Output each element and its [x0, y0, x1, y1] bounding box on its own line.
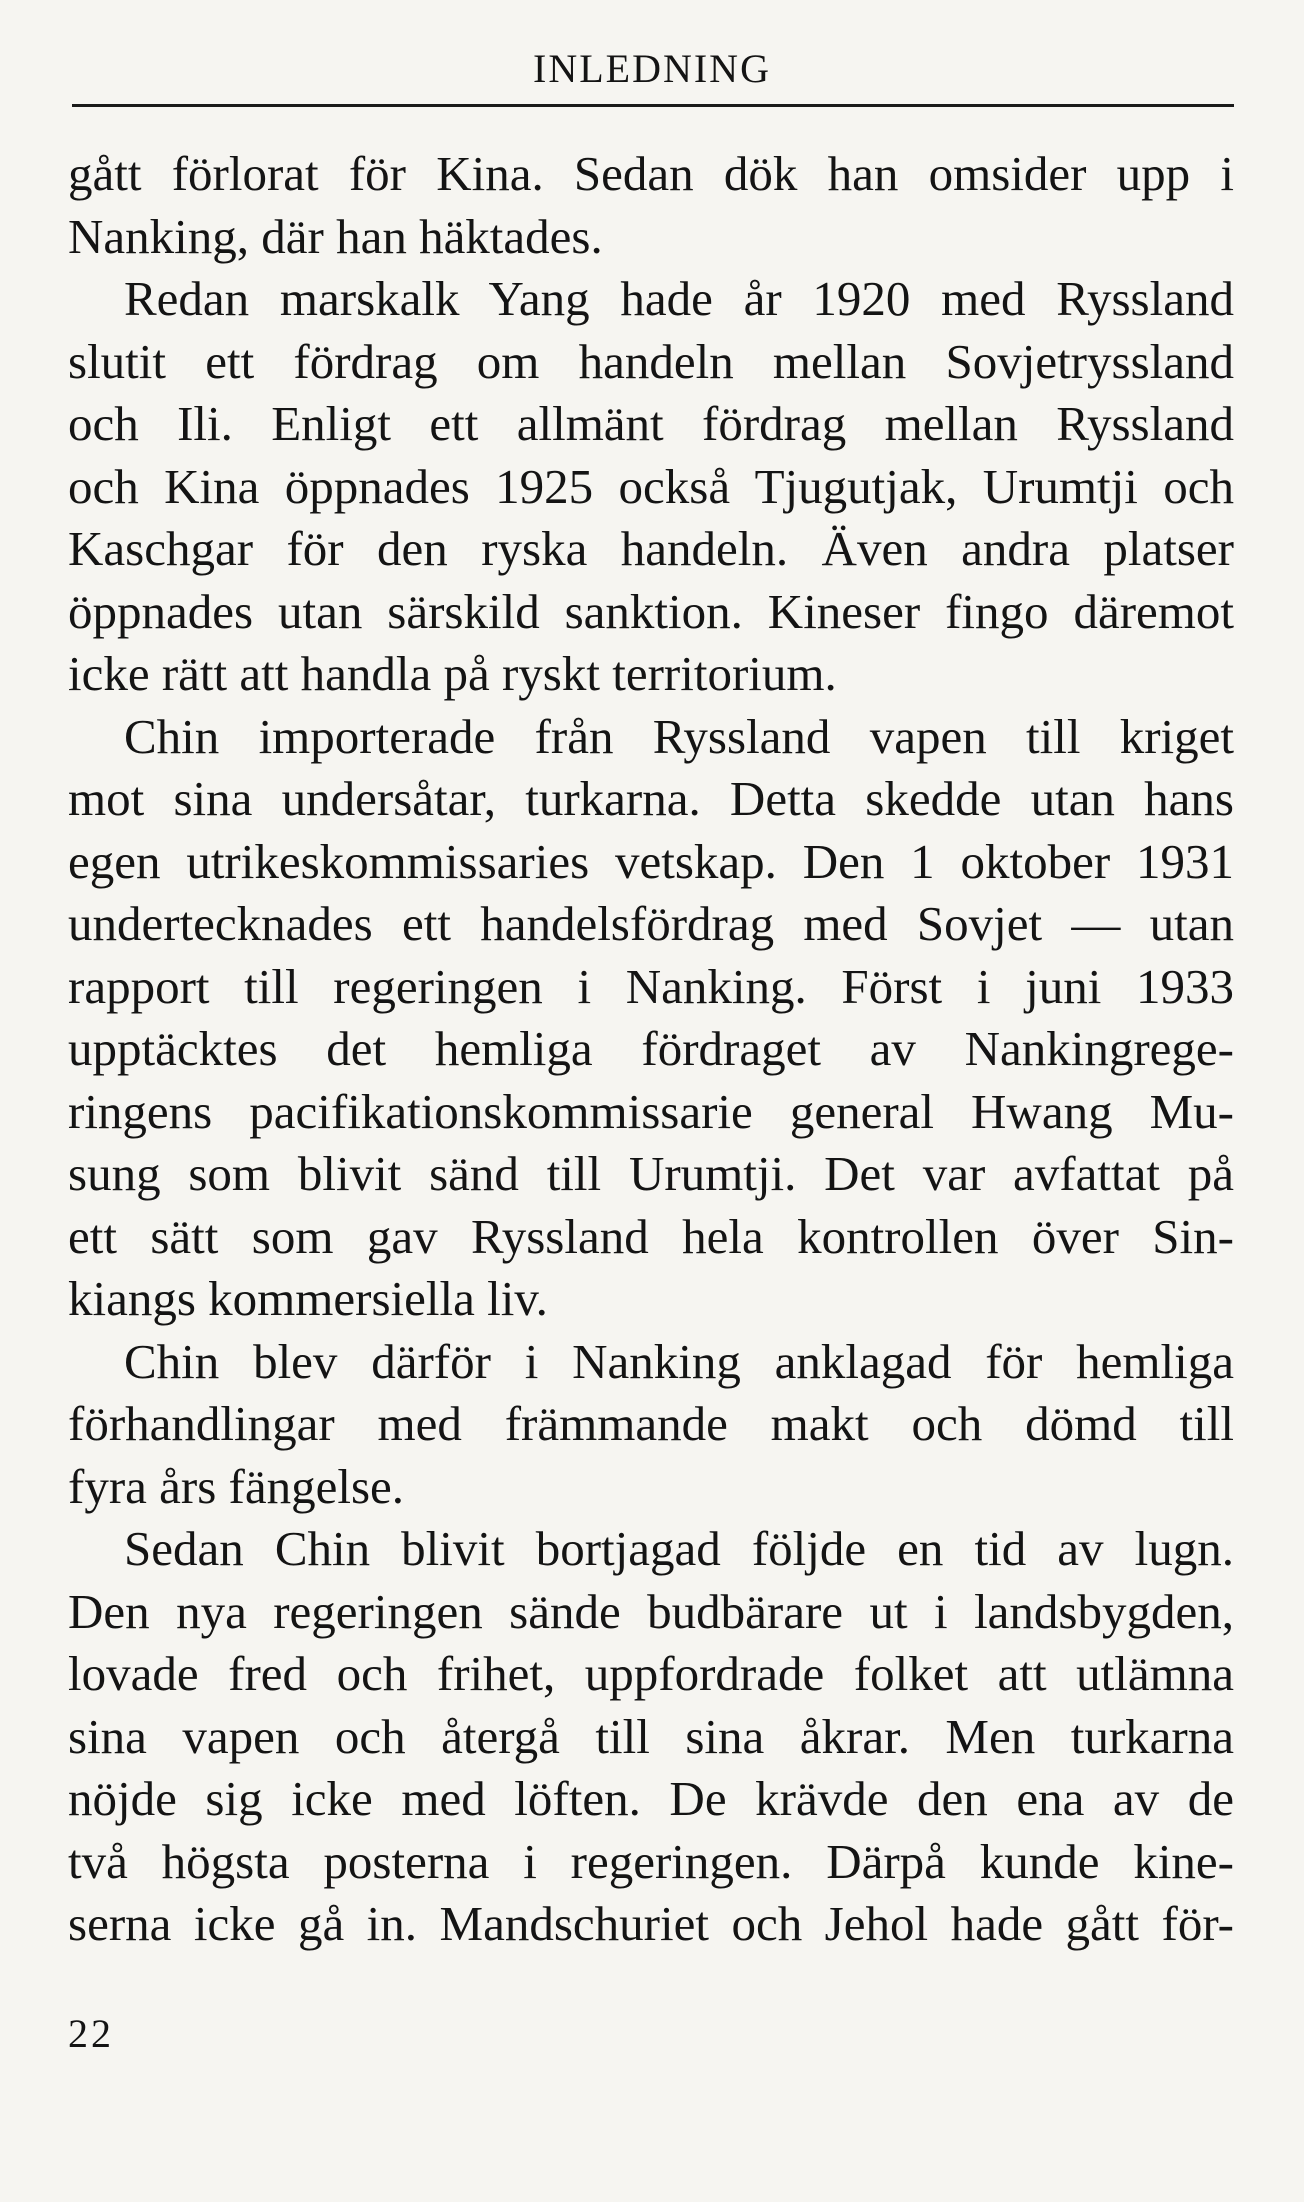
- text-line: och Ili. Enligt ett allmänt fördrag mellan Ryssland: [68, 396, 1234, 451]
- text-line: Kaschgar för den ryska handeln. Även andra platser: [68, 521, 1234, 576]
- header-rule: [72, 104, 1234, 107]
- text-line: undertecknades ett handelsfördrag med Sovjet — utan: [68, 896, 1234, 951]
- text-line: gått förlorat för Kina. Sedan dök han omsider upp i: [68, 146, 1234, 201]
- text-line: ringens pacifikationskommissarie general Hwang Mu-: [68, 1083, 1234, 1139]
- text-line: slutit ett fördrag om handeln mellan Sovjetryssland: [68, 333, 1234, 389]
- body-text: [68, 143, 1234, 1956]
- running-head: INLEDNING: [533, 46, 771, 91]
- text-line: icke rätt att handla på ryskt territorium.: [68, 646, 837, 701]
- text-line: kiangs kommersiella liv.: [68, 1271, 548, 1326]
- paragraph: [68, 1518, 1234, 1956]
- text-line: Den nya regeringen sände budbärare ut i landsbygden,: [68, 1583, 1234, 1639]
- text-line: sung som blivit sänd till Urumtji. Det var avfattat på: [68, 1146, 1234, 1201]
- paragraph: [68, 143, 1234, 268]
- text-line: öppnades utan särskild sanktion. Kineser fingo däremot: [68, 583, 1234, 639]
- text-line: ett sätt som gav Ryssland hela kontrollen över Sin-: [68, 1208, 1234, 1264]
- text-line: mot sina undersåtar, turkarna. Detta skedde utan hans: [68, 771, 1234, 826]
- page-number: 22: [68, 2011, 114, 2056]
- text-line: Chin importerade från Ryssland vapen till kriget: [124, 708, 1234, 764]
- text-line: Nanking, där han häktades.: [68, 208, 603, 264]
- text-line: egen utrikeskommissaries vetskap. Den 1 oktober 1931: [68, 833, 1234, 889]
- text-line: serna icke gå in. Mandschuriet och Jehol hade gått för-: [68, 1896, 1234, 1951]
- text-line: nöjde sig icke med löften. De krävde den ena av de: [68, 1771, 1234, 1826]
- text-line: fyra års fängelse.: [68, 1458, 405, 1514]
- text-line: Chin blev därför i Nanking anklagad för hemliga: [124, 1333, 1234, 1389]
- paragraph: [68, 706, 1234, 1331]
- text-line: Sedan Chin blivit bortjagad följde en tid av lugn.: [124, 1521, 1234, 1576]
- paragraph: [68, 1331, 1234, 1519]
- text-line: rapport till regeringen i Nanking. Först i juni 1933: [68, 958, 1234, 1014]
- paragraph: [68, 268, 1234, 706]
- text-line: upptäcktes det hemliga fördraget av Nankingrege-: [68, 1021, 1234, 1076]
- text-line: Redan marskalk Yang hade år 1920 med Ryssland: [124, 271, 1234, 326]
- text-line: och Kina öppnades 1925 också Tjugutjak, Urumtji och: [68, 458, 1234, 514]
- text-line: sina vapen och återgå till sina åkrar. Men turkarna: [68, 1708, 1234, 1764]
- text-line: två högsta posterna i regeringen. Därpå kunde kine-: [68, 1833, 1234, 1889]
- text-line: förhandlingar med främmande makt och dömd till: [68, 1396, 1234, 1451]
- text-line: lovade fred och frihet, uppfordrade folket att utlämna: [68, 1646, 1234, 1701]
